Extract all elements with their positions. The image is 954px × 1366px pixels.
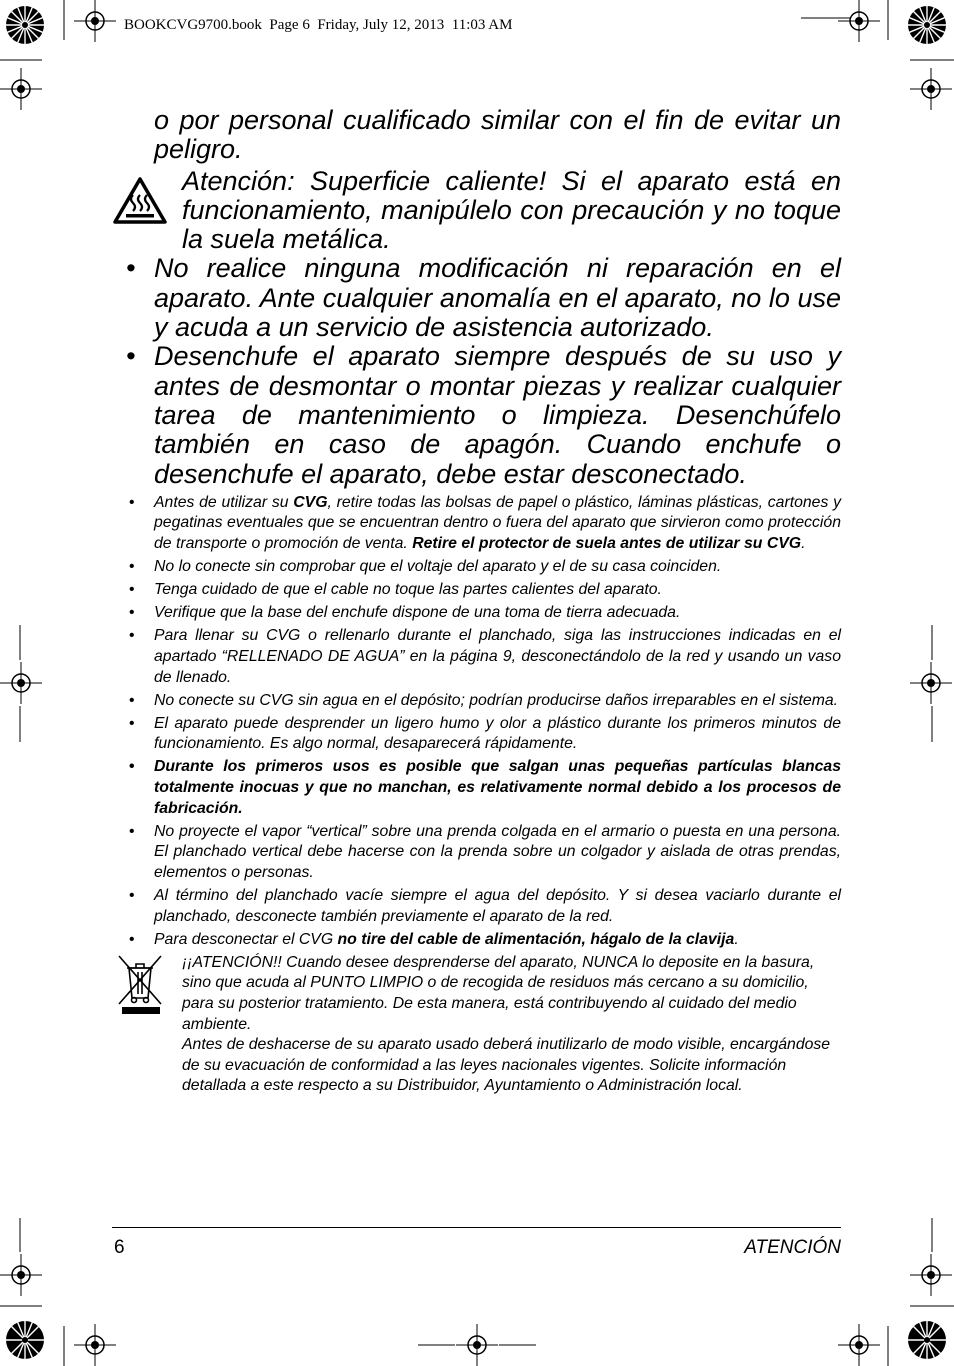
list-item bbox=[112, 342, 841, 488]
bullet-icon: • bbox=[129, 758, 135, 776]
list-item-text: . bbox=[801, 535, 806, 553]
list-item bbox=[112, 493, 841, 555]
intro-paragraph: o por personal cualificado similar con el fin de evitar un peligro. bbox=[154, 105, 841, 165]
list-item-text: No conecte su CVG sin agua en el depósito; podrían producirse daños irreparables en el sistema. bbox=[154, 691, 839, 709]
list-item-text: Durante los primeros usos es posible que salgan unas pequeñas partículas blancas totalmente inocuas y que no manchan, es relativamente normal debido a los procesos de fabricación. bbox=[154, 758, 841, 817]
list-item-text: Desenchufe el aparato siempre después de su uso y antes de desmontar o montar piezas y realizar cualquier tarea de mantenimiento o limpieza. Desenchúfelo también en caso de apagón. Cuando enchufe o desenchufe el aparato, debe estar desconectado. bbox=[154, 341, 841, 489]
list-item bbox=[112, 557, 841, 578]
list-item-text: Para llenar su CVG o rellenarlo durante el planchado, siga las instrucciones indicadas en el apartado “RELLENADO DE AGUA” en la página 9, desconectándolo de la red y usando un vaso de llenado. bbox=[154, 627, 841, 686]
disposal-notice bbox=[112, 953, 841, 1097]
list-item bbox=[112, 714, 841, 755]
list-item-text: , retire todas las bolsas de papel o plástico, láminas plásticas, cartones y pegatinas eventuales que se encuentran dentro o fuera del aparato que sirvieron como protección de transporte o promoción de venta. bbox=[154, 493, 841, 553]
bullet-icon: • bbox=[126, 253, 136, 284]
safety-list bbox=[112, 493, 841, 950]
page-number: 6 bbox=[114, 1237, 125, 1258]
page-content bbox=[112, 106, 841, 1097]
bullet-icon: • bbox=[129, 581, 135, 599]
disposal-paragraph: Antes de deshacerse de su aparato usado deberá inutilizarlo de modo visible, encargándose de su evacuación de conformidad a las leyes nacionales vigentes. Solicite información detallada a este respecto a su Distribuidor, Ayuntamiento o Administración local. bbox=[182, 1036, 831, 1095]
bullet-icon: • bbox=[129, 604, 135, 622]
bullet-icon: • bbox=[129, 558, 135, 576]
list-item bbox=[112, 930, 841, 951]
bullet-icon: • bbox=[129, 887, 135, 905]
disposal-paragraph: ¡¡ATENCIÓN!! Cuando desee desprenderse del aparato, NUNCA lo deposite en la basura, sino que acuda al PUNTO LIMPIO o de recogida de residuos más cercano a su domicilio, para su posterior tratamiento. De esta manera, está contribuyendo al cuidado del medio ambiente. bbox=[182, 953, 815, 1033]
bullet-icon: • bbox=[129, 714, 135, 732]
list-item bbox=[112, 580, 841, 601]
section-title: ATENCIÓN bbox=[744, 1237, 841, 1258]
footer-divider bbox=[112, 1227, 841, 1228]
bullet-icon: • bbox=[129, 627, 135, 645]
bullet-icon: • bbox=[126, 341, 136, 372]
list-item-text: No lo conecte sin comprobar que el voltaje del aparato y el de su casa coinciden. bbox=[154, 558, 722, 576]
hot-surface-warning-icon bbox=[113, 177, 167, 225]
list-item bbox=[112, 691, 841, 712]
list-item-bold: no tire del cable de alimentación, hágalo de la clavija bbox=[337, 930, 735, 948]
bullet-icon: • bbox=[129, 930, 135, 948]
list-item-text: . bbox=[734, 930, 739, 948]
list-item-bold: Retire el protector de suela antes de utilizar su CVG bbox=[412, 535, 802, 553]
list-item-text: Para desconectar el CVG bbox=[154, 930, 338, 948]
list-item-text: No proyecte el vapor “vertical” sobre una prenda colgada en el armario o puesta en una persona. El planchado vertical debe hacerse con la prenda sobre un colgador y aislada de otras prendas, elementos o personas. bbox=[154, 822, 841, 881]
list-item bbox=[112, 822, 841, 884]
list-item bbox=[112, 626, 841, 688]
print-header: BOOKCVG9700.book Page 6 Friday, July 12, 2013 11:03 AM bbox=[124, 17, 513, 33]
list-item-text: Verifique que la base del enchufe dispone de una toma de tierra adecuada. bbox=[154, 604, 681, 622]
list-item bbox=[112, 254, 841, 342]
list-item-text: Tenga cuidado de que el cable no toque las partes calientes del aparato. bbox=[154, 581, 662, 599]
list-item-text: Antes de utilizar su bbox=[154, 493, 294, 511]
crossed-out-bin-icon bbox=[116, 954, 166, 1020]
bullet-icon: • bbox=[129, 822, 135, 840]
bullet-icon: • bbox=[129, 493, 135, 511]
list-item-text: No realice ninguna modificación ni reparación en el aparato. Ante cualquier anomalía en el aparato, no lo use y acuda a un servicio de asistencia autorizado. bbox=[154, 253, 841, 343]
hot-surface-text: Atención: Superficie caliente! Si el aparato está en funcionamiento, manipúlelo con precaución y no toque la suela metálica. bbox=[182, 165, 841, 255]
hot-surface-warning bbox=[112, 167, 841, 255]
bullet-icon: • bbox=[129, 691, 135, 709]
list-item bbox=[112, 603, 841, 624]
list-item bbox=[112, 757, 841, 819]
list-item-text: El aparato puede desprender un ligero humo y olor a plástico durante los primeros minutos de funcionamiento. Es algo normal, desaparecerá rápidamente. bbox=[154, 714, 841, 753]
list-item bbox=[112, 886, 841, 927]
list-item-text: Al término del planchado vacíe siempre el agua del depósito. Y si desea vaciarlo durante el planchado, desconecte también previamente el aparato de la red. bbox=[154, 887, 841, 925]
list-item-bold: CVG bbox=[293, 493, 328, 511]
